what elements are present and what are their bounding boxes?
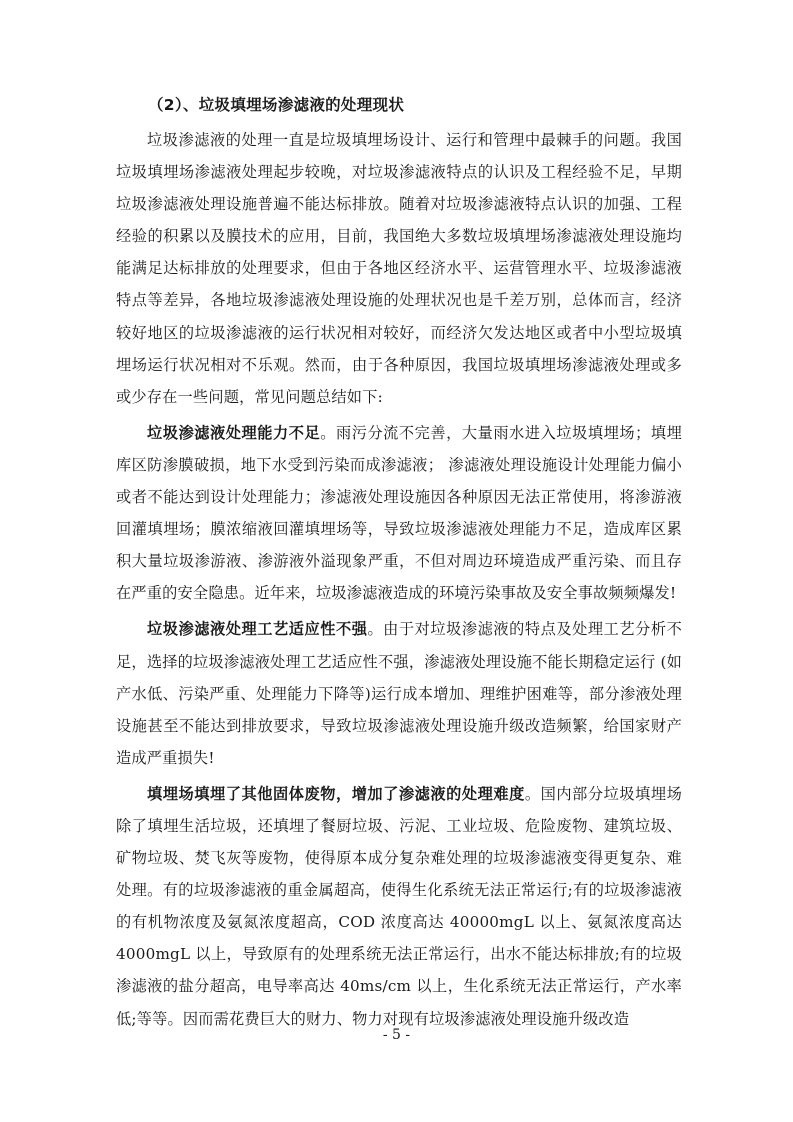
paragraph-lead: 垃圾渗滤液处理能力不足: [147, 423, 321, 442]
paragraph-capacity: [116, 417, 682, 610]
paragraph-intro: [116, 124, 682, 413]
paragraph-adaptability: [116, 613, 682, 773]
paragraph-lead: 垃圾渗滤液处理工艺适应性不强: [147, 620, 368, 639]
document-body: [116, 124, 682, 1035]
paragraph-solid-waste: [116, 778, 682, 1035]
paragraph-text: 垃圾渗滤液的处理一直是垃圾填埋场设计、运行和管理中最棘手的问题。我国垃圾填埋场渗滤液处理起步较晚，对垃圾渗滤液特点的认识及工程经验不足，早期垃圾渗滤液处理设施普遍不能达标排放。随着对垃圾渗滤液特点认识的加强、工程经验的积累以及膜技术的应用，目前，我国绝大多数垃圾填埋场渗滤液处理设施均能满足达标排放的处理要求，但由于各地区经济水平、运营管理水平、垃圾渗滤液特点等差异，各地垃圾渗滤液处理设施的处理状况也是千差万别，总体而言，经济较好地区的垃圾渗滤液的运行状况相对较好，而经济欠发达地区或者中小型垃圾填埋场运行状况相对不乐观。然而，由于各种原因，我国垃圾填埋场渗滤液处理或多或少存在一些问题，常见问题总结如下:: [116, 131, 682, 406]
paragraph-text: 。国内部分垃圾填埋场除了填埋生活垃圾，还填埋了餐厨垃圾、污泥、工业垃圾、危险废物、建筑垃圾、矿物垃圾、焚飞灰等废物，使得原本成分复杂难处理的垃圾渗滤液变得更复杂、难处理。有的垃圾渗滤液的重金属超高，使得生化系统无法正常运行;有的垃圾渗滤液的有机物浓度及氨氮浓度超高，COD 浓度高达 40000mgL 以上、氨氮浓度高达 4000mgL 以上，导致原有的处理系统无法正常运行，出水不能达标排放;有的垃圾渗滤液的盐分超高，电导率高达 40ms/cm 以上，生化系统无法正常运行，产水率低;等等。因而需花费巨大的财力、物力对现有垃圾渗滤液处理设施升级改造: [116, 784, 682, 1028]
page-number: - 5 -: [382, 1027, 411, 1043]
section-heading: （2）、垃圾填埋场渗滤液的处理现状: [148, 96, 405, 114]
paragraph-text: 。雨污分流不完善，大量雨水进入垃圾填埋场；填埋库区防渗膜破损，地下水受到污染而成渗滤液； 渗滤液处理设施设计处理能力偏小或者不能达到设计处理能力；渗滤液处理设施因各种原因无法正常使用，将渗游液回灌填埋场；膜浓缩液回灌填埋场等，导致垃圾渗滤液处理能力不足，造成库区累积大量垃圾渗游液、渗游液外溢现象严重，不但对周边环境造成严重污染、而且存在严重的安全隐患。近年来，垃圾渗滤液造成的环境污染事故及安全事故频频爆发!: [116, 423, 682, 603]
paragraph-lead: 填埋场填埋了其他固体废物，增加了渗滤液的处理难度: [147, 784, 525, 803]
paragraph-text: 。由于对垃圾渗滤液的特点及处理工艺分析不足，选择的垃圾渗滤液处理工艺适应性不强，渗滤液处理设施不能长期稳定运行 (如产水低、污染严重、处理能力下降等)运行成本增加、理维护困难等，部分渗液处理设施甚至不能达到排放要求，导致垃圾渗滤液处理设施升级改造频繁，给国家财产造成严重损失!: [116, 620, 682, 767]
